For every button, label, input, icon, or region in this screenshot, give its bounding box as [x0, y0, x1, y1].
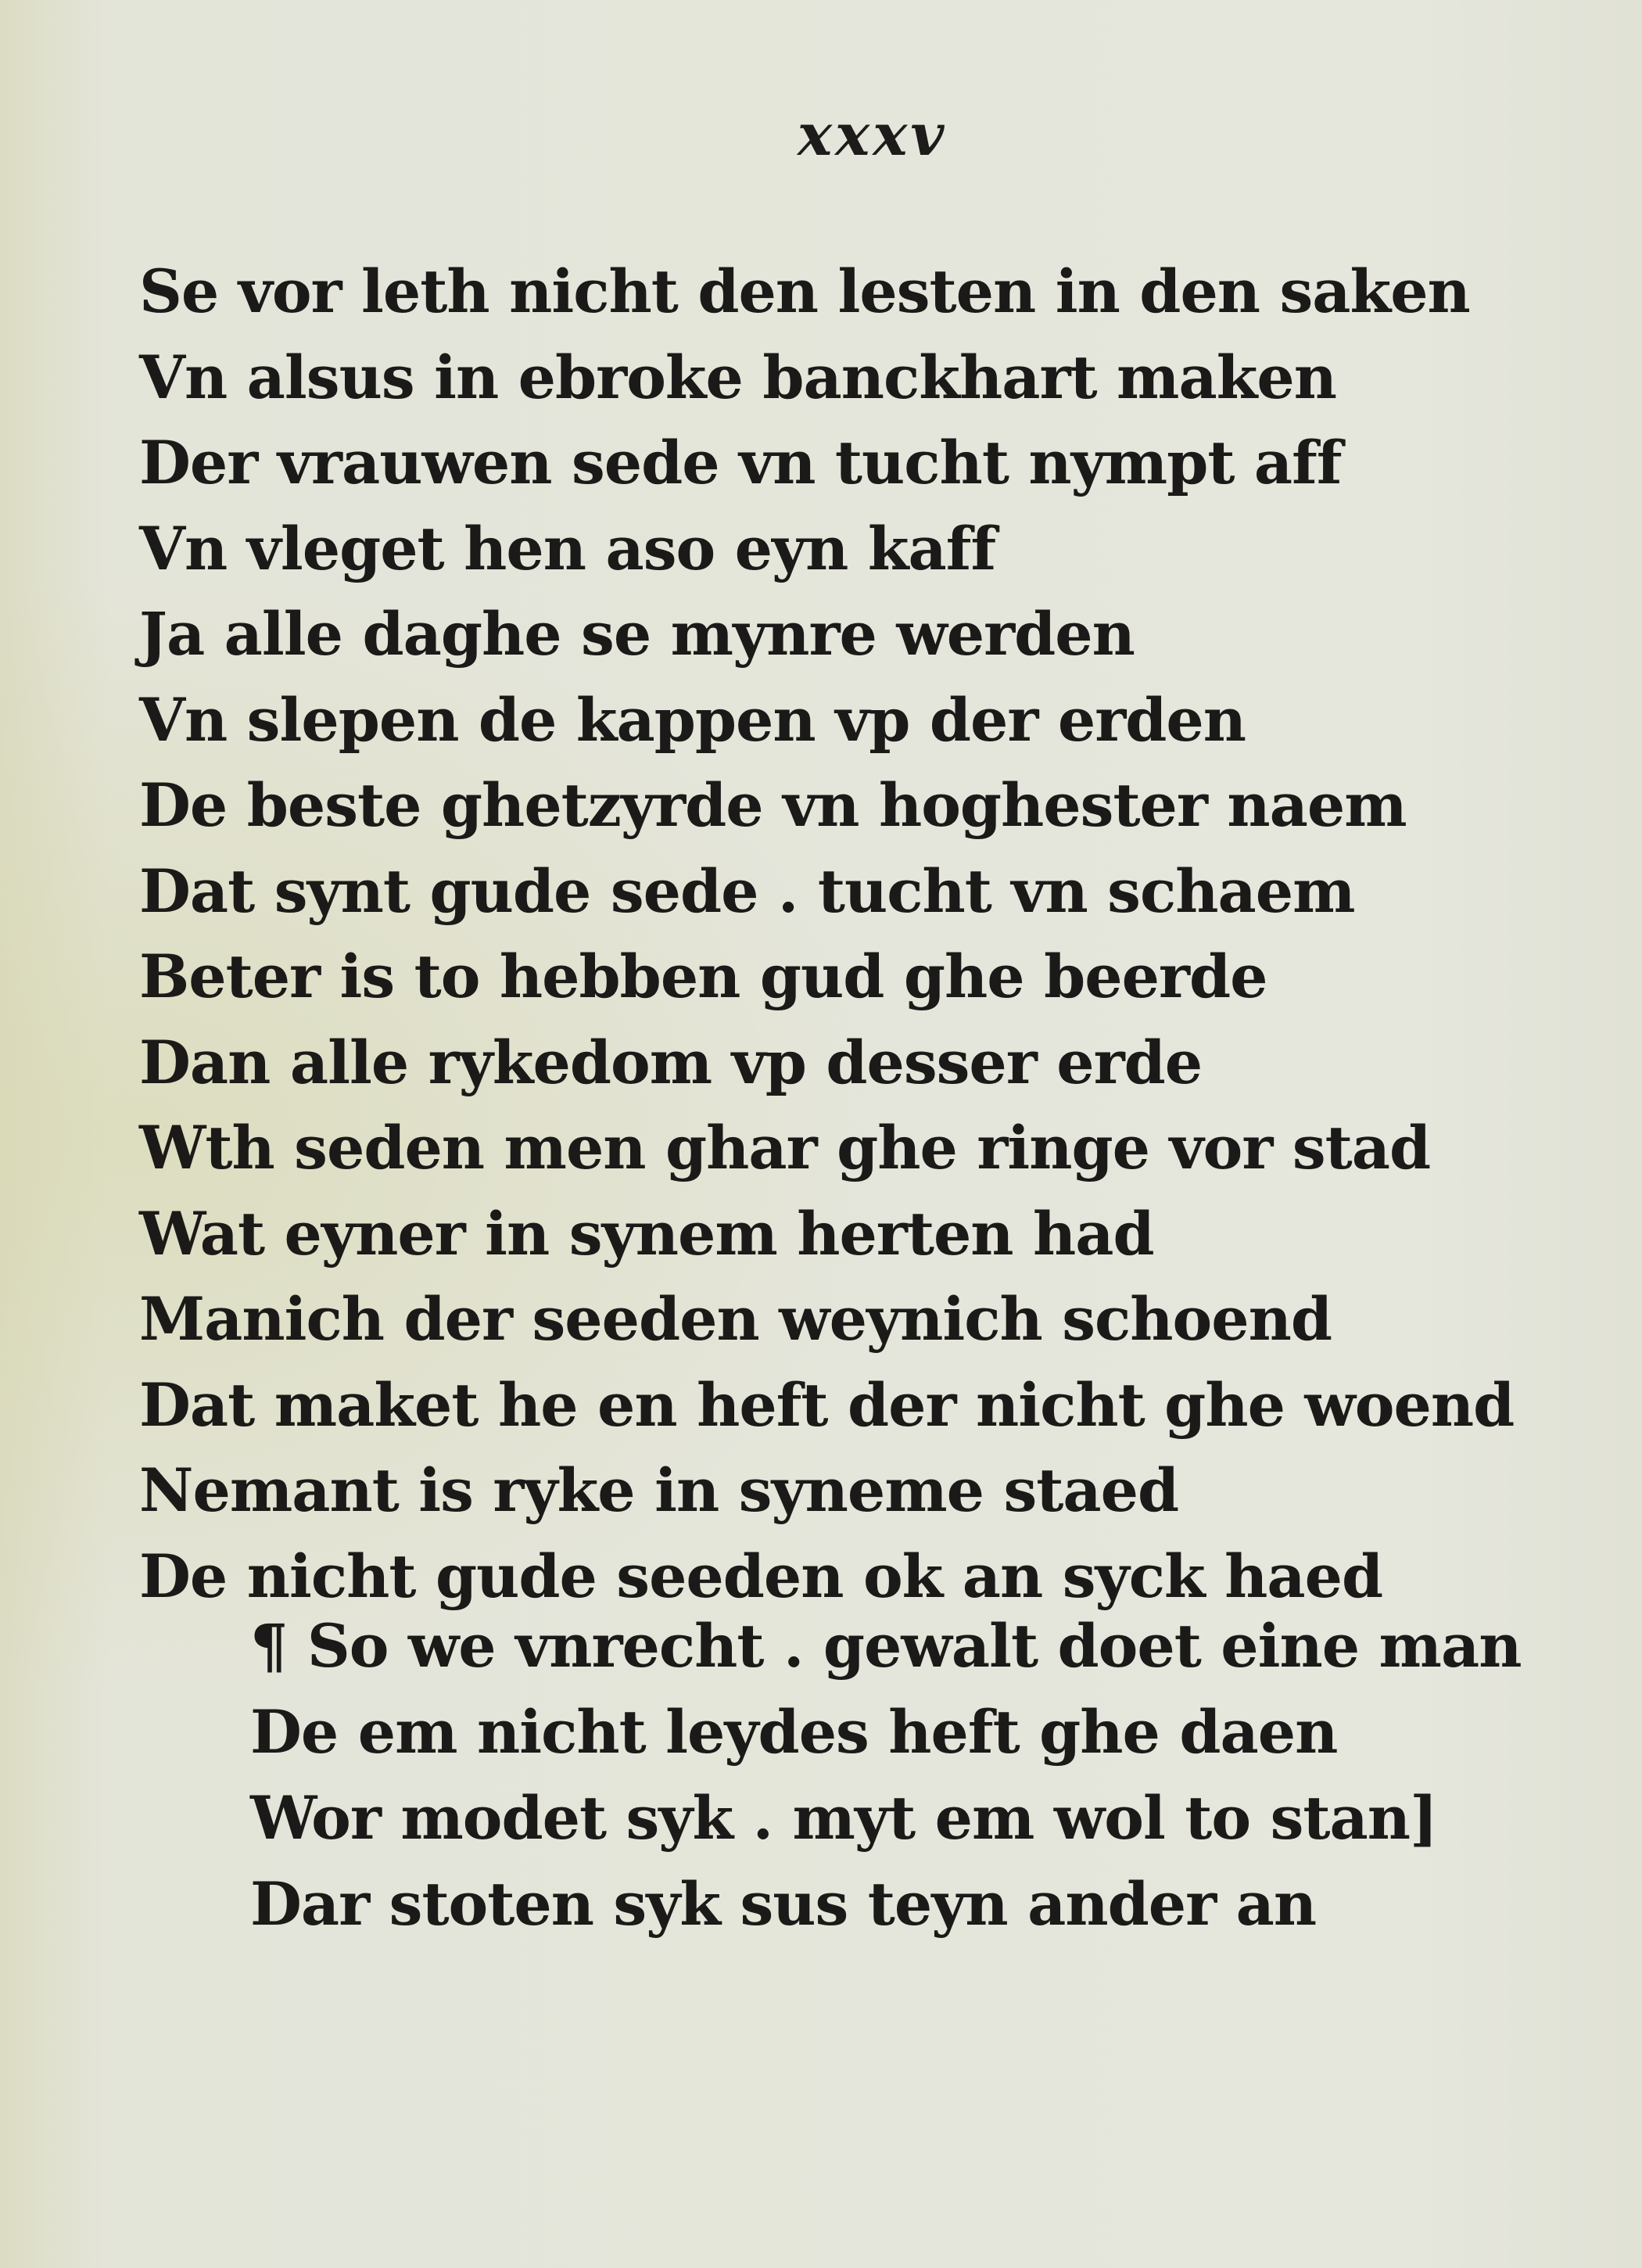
verse-line: Nemant is ryke in syneme staed — [139, 1455, 1179, 1525]
verse-line: Vn slepen de kappen vp der erden — [139, 684, 1246, 755]
verse-line: Dat synt gude sede . tucht vn schaem — [139, 856, 1355, 926]
verse-line: Wth seden men ghar ghe ringe vor stad — [139, 1113, 1431, 1182]
verse-line: Wat eyner in synem herten had — [139, 1198, 1154, 1269]
verse-line: Dar stoten syk sus teyn ander an — [250, 1869, 1317, 1939]
verse-line: Ja alle daghe se mynre werden — [139, 599, 1135, 669]
verse-line: Dat maket he en heft der nicht ghe woend — [139, 1369, 1515, 1440]
verse-line: Vn vleget hen aso eyn kaff — [139, 513, 996, 583]
verse-line: De beste ghetzyrde vn hoghester naem — [139, 770, 1407, 840]
verse-line: De nicht gude seeden ok an syck haed — [139, 1541, 1383, 1611]
verse-line: Wor modet syk . myt em wol to stan] — [250, 1783, 1437, 1853]
verse-line: Se vor leth nicht den lesten in den saken — [139, 257, 1470, 326]
verse-line: Vn alsus in ebroke banckhart maken — [139, 342, 1336, 412]
verse-stanza-1 — [139, 249, 1514, 1619]
verse-line: ¶ So we vnrecht . gewalt doet eine man — [250, 1611, 1522, 1681]
verse-line: Manich der seeden weynich schoend — [139, 1284, 1332, 1354]
verse-line: Der vrauwen sede vn tucht nympt aff — [139, 428, 1342, 497]
verse-line: De em nicht leydes heft ghe daen — [250, 1697, 1338, 1767]
verse-line: Beter is to hebben gud ghe beerde — [139, 942, 1267, 1011]
page-folio-number: xxxv — [798, 102, 948, 169]
verse-stanza-2 — [250, 1603, 1521, 1947]
verse-line: Dan alle rykedom vp desser erde — [139, 1027, 1203, 1097]
